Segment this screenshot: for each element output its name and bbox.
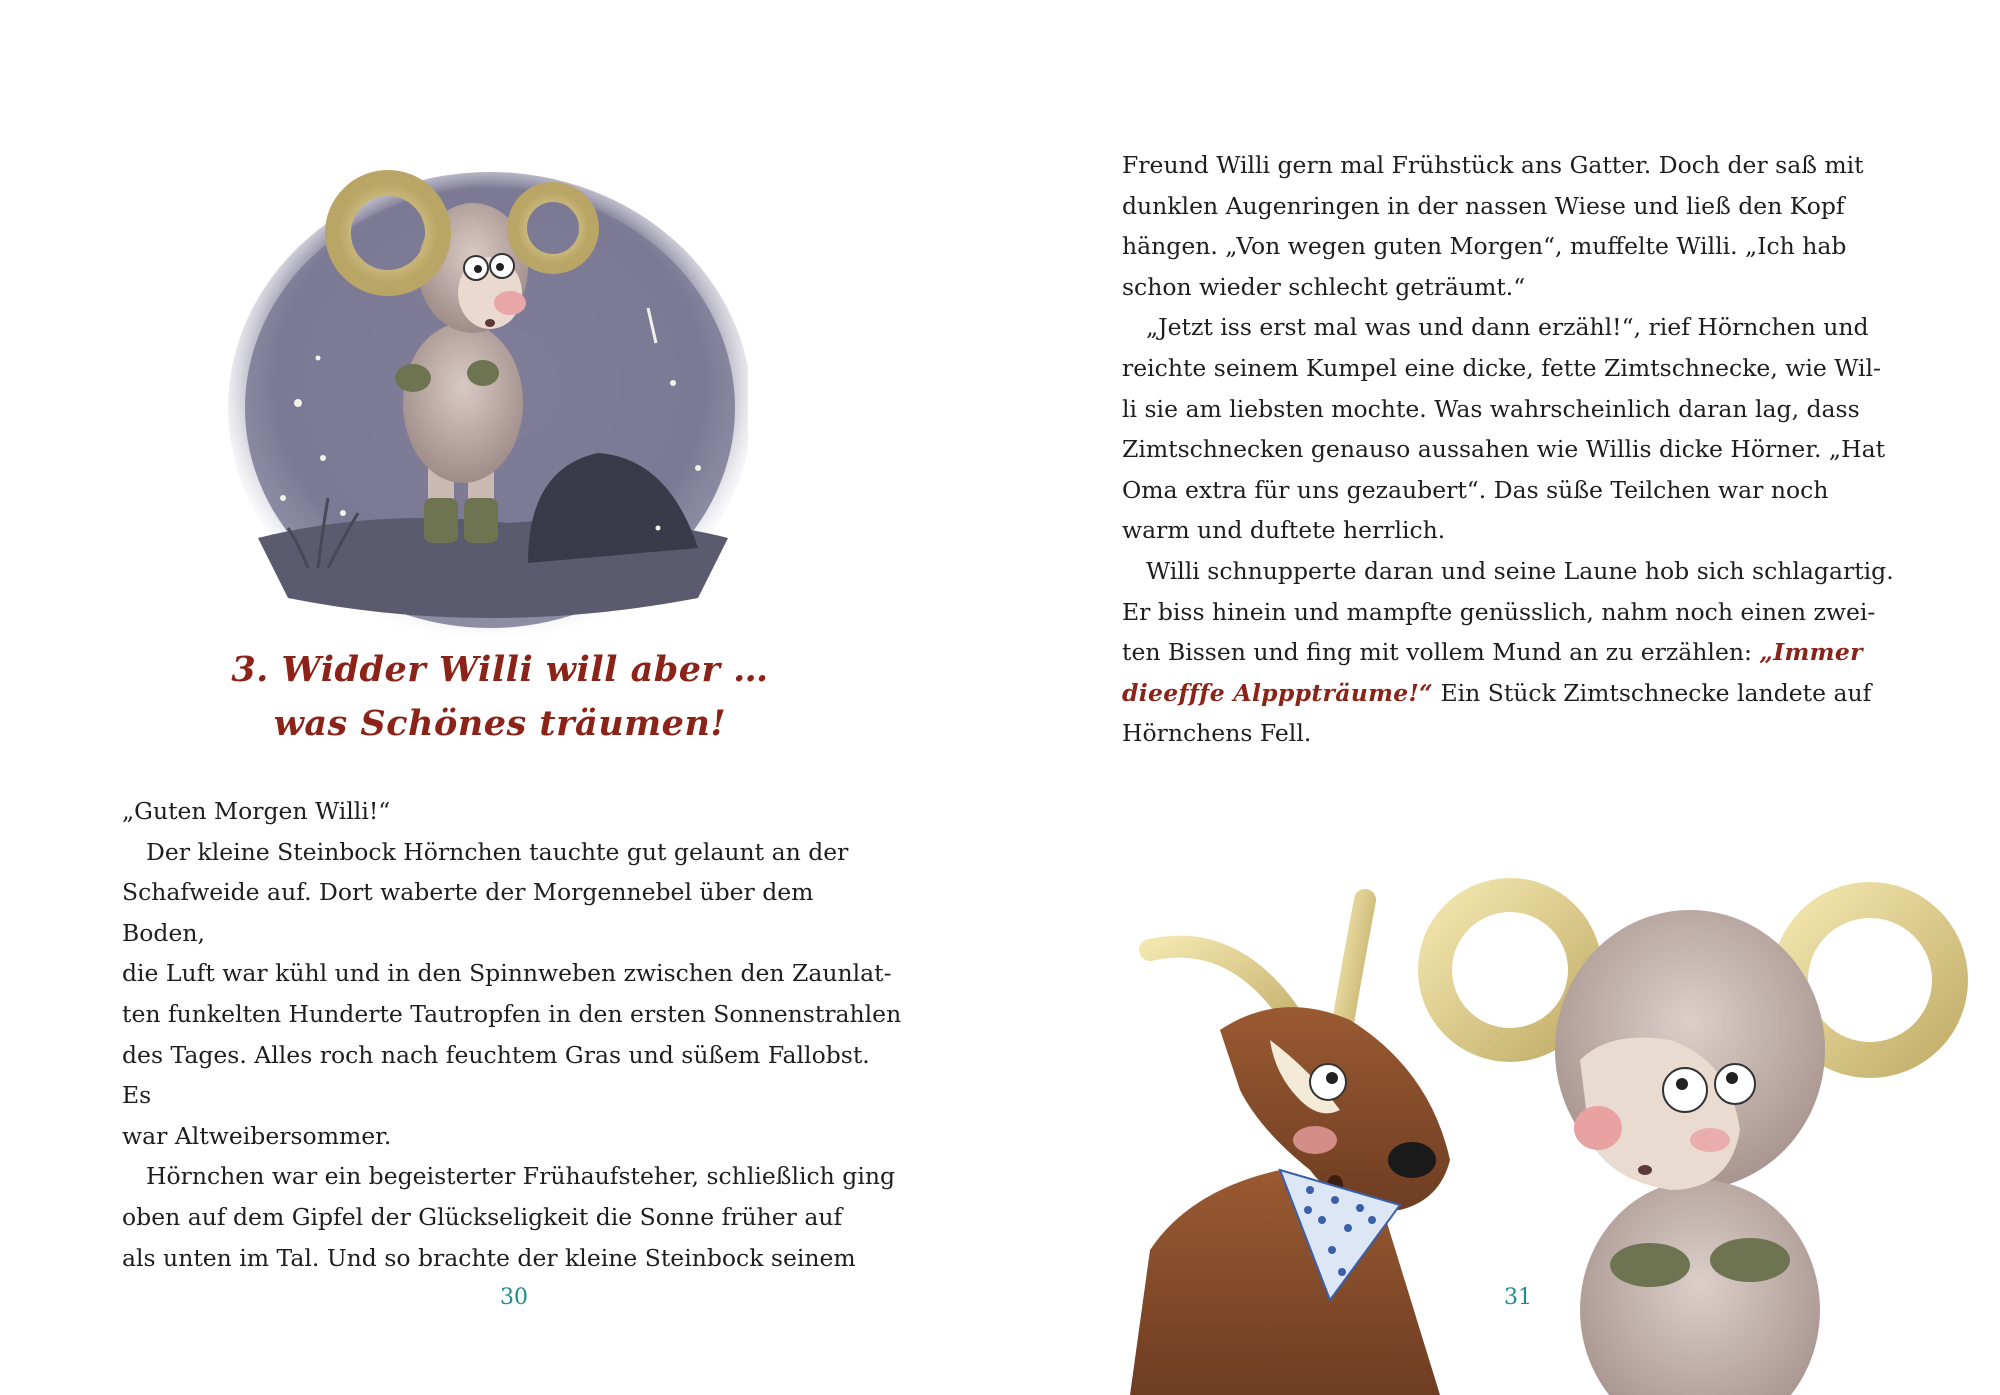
text-line: war Altweibersommer. [122,1121,392,1150]
paragraph [122,832,902,1157]
text-line: Ein Stück Zimtschnecke landete auf [1432,678,1872,707]
paragraph [122,1156,902,1278]
text-line: ten Bissen und fing mit vollem Mund an zu erzählen: [1122,638,1760,667]
highlighted-speech: „Immer [1759,638,1863,667]
text-line: die Luft war kühl und in den Spinnweben zwischen den Zaunlat- [122,959,892,988]
ram-nose-2 [1574,1106,1622,1150]
ram-nose [494,291,526,315]
ram-glove-right [1710,1238,1790,1282]
text-line: reichte seinem Kumpel eine dicke, fette Zimtschnecke, wie Wil- [1122,353,1881,382]
leg-warmer-left [424,498,458,543]
text-line: li sie am liebsten mochte. Was wahrscheinlich daran lag, dass [1122,394,1860,423]
text-line: Oma extra für uns gezaubert“. Das süße Teilchen war noch [1122,475,1829,504]
left-body-text [122,791,902,1278]
text-line: schon wieder schlecht geträumt.“ [1122,272,1526,301]
right-body-text [1122,145,1902,754]
right-page [1000,0,2000,1395]
text-line: als unten im Tal. Und so brachte der kleine Steinbock seinem [122,1243,856,1272]
text-line: Willi schnupperte daran und seine Laune hob sich schlagartig. [1146,556,1894,585]
paragraph [122,791,902,832]
text-line: Hörnchens Fell. [1122,719,1312,748]
text-line: hängen. „Von wegen guten Morgen“, muffelte Willi. „Ich hab [1122,232,1847,261]
text-line: dunklen Augenringen in der nassen Wiese und ließ den Kopf [1122,191,1845,220]
text-line: Er biss hinein und mampfte genüsslich, nahm noch einen zwei- [1122,597,1876,626]
text-line: „Guten Morgen Willi!“ [122,797,391,825]
chapter-title-line1: 3. Widder Willi will aber … [231,649,769,690]
goat-nose [1388,1142,1436,1178]
text-line: „Jetzt iss erst mal was und dann erzähl!“, rief Hörnchen und [1146,313,1869,342]
highlighted-speech: dieefffe Alpppträume!“ [1122,678,1433,707]
ram-character [1435,895,1950,1395]
paragraph [1122,551,1902,754]
goat-and-ram-illustration [1110,870,2000,1395]
text-line: Schafweide auf. Dort waberte der Morgennebel über dem Boden, [122,878,814,947]
night-ram-illustration [228,168,748,638]
ram-body [403,323,523,483]
chapter-title [120,643,880,751]
text-line: Der kleine Steinbock Hörnchen tauchte gut gelaunt an der [146,837,849,866]
text-line: oben auf dem Gipfel der Glückseligkeit die Sonne früher auf [122,1202,843,1231]
paragraph [1122,145,1902,307]
text-line: Zimtschnecken genauso aussahen wie Willis dicke Hörner. „Hat [1122,435,1886,464]
chapter-title-line2: was Schönes träumen! [273,703,727,744]
text-line: ten funkelten Hunderte Tautropfen in den ersten Sonnenstrahlen [122,999,902,1028]
text-line: Hörnchen war ein begeisterter Frühaufsteher, schließlich ging [146,1162,896,1191]
text-line: des Tages. Alles roch nach feuchtem Gras und süßem Fallobst. Es [122,1040,870,1110]
ram-glove-left [1610,1243,1690,1287]
page-number-right: 31 [1504,1285,1532,1310]
paragraph [1122,307,1902,551]
ram-body-2 [1580,1180,1820,1395]
goat-character [1130,900,1450,1395]
text-line: warm und duftete herrlich. [1122,516,1446,545]
text-line: Freund Willi gern mal Frühstück ans Gatter. Doch der saß mit [1122,151,1864,179]
leg-warmer-right [464,498,498,543]
page-number-left: 30 [500,1285,528,1310]
